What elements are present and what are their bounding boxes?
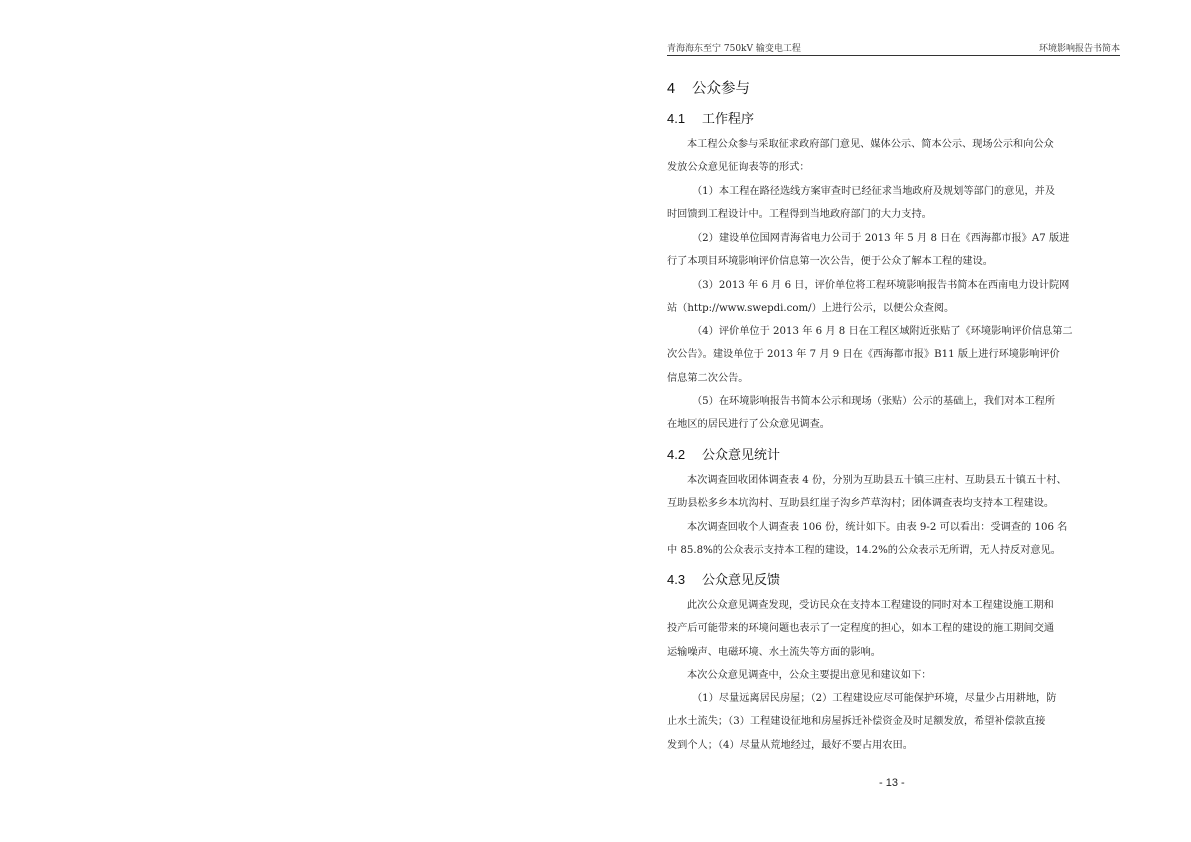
section-4-heading [667,77,750,98]
text-line: （4）评价单位于 2013 年 6 月 8 日在工程区域附近张贴了《环境影响评价信息第二 [692,326,1073,337]
text-line: 运输噪声、电磁环境、水土流失等方面的影响。 [667,646,881,658]
text-line: 本次调查回收个人调查表 106 份，统计如下。由表 9-2 可以看出：受调查的 106 名 [687,522,1068,533]
text-line: （3）2013 年 6 月 6 日，评价单位将工程环境影响报告书简本在西南电力设计院网 [692,280,1070,291]
section-4-2-heading [667,444,780,463]
section-4-1-heading [667,108,754,127]
section-title: 公众意见统计 [702,447,781,462]
text-line: 信息第二次公告。 [667,372,749,384]
text-line: 本工程公众参与采取征求政府部门意见、媒体公示、简本公示、现场公示和向公众 [687,139,1054,150]
header-project-title: 青海海东至宁 750kV 输变电工程 [667,44,801,54]
paragraph-item-2 [667,227,1120,274]
section-title: 工作程序 [702,111,755,126]
text-line: 中 85.8%的公众表示支持本工程的建设，14.2%的公众表示无所谓，无人持反对意见。 [667,545,1061,557]
paragraph-feedback-intro [667,664,1120,687]
header-document-title: 环境影响报告书简本 [1038,44,1120,54]
text-line: 发放公众意见征询表等的形式： [667,162,810,174]
paragraph-feedback-findings [667,594,1120,664]
paragraph-item-5 [667,390,1120,437]
text-line: 本次调查回收团体调查表 4 份，分别为互助县五十镇三庄村、互助县五十镇五十村、 [687,475,1067,486]
text-line: 行了本项目环境影响评价信息第一次公告，便于公众了解本工程的建设。 [667,256,993,268]
text-line: （2）建设单位国网青海省电力公司于 2013 年 5 月 8 日在《西海都市报》A7 版进 [692,233,1070,244]
paragraph-group-survey [667,469,1120,516]
text-line: 次公告》。建设单位于 2013 年 7 月 9 日在《西海都市报》B11 版上进行环境影响评价 [667,349,1060,361]
section-number: 4.1 [667,111,686,126]
section-number: 4.2 [667,447,686,462]
text-line: 止水土流失；（3）工程建设征地和房屋拆迁补偿资金及时足额发放，希望补偿款直接 [667,716,1046,728]
page-header [667,36,1120,56]
text-line: （5）在环境影响报告书简本公示和现场（张贴）公示的基础上，我们对本工程所 [692,396,1056,407]
paragraph-individual-survey [667,516,1120,563]
paragraph-item-4 [667,320,1120,390]
paragraph-intro [667,133,1120,180]
text-line: 站（http://www.swepdi.com/）上进行公示，以便公众查阅。 [667,303,955,315]
text-line: 本次公众意见调查中，公众主要提出意见和建议如下： [687,670,932,681]
paragraph-item-1 [667,180,1120,227]
text-line: 在地区的居民进行了公众意见调查。 [667,419,830,431]
section-title: 公众参与 [692,81,750,97]
section-number: 4 [667,81,676,97]
text-line: （1）尽量远离居民房屋；（2）工程建设应尽可能保护环境，尽量少占用耕地，防 [692,693,1057,704]
section-4-3-heading [667,569,780,588]
section-number: 4.3 [667,572,686,587]
text-line: 互助县松多乡本坑沟村、互助县红崖子沟乡芦草沟村；团体调查表均支持本工程建设。 [667,498,1055,510]
page-number: - 13 - [879,777,905,789]
paragraph-feedback-items [667,687,1120,757]
text-line: 时回馈到工程设计中。工程得到当地政府部门的大力支持。 [667,209,932,221]
text-line: 发到个人；（4）尽量从荒地经过，最好不要占用农田。 [667,739,913,751]
text-line: 投产后可能带来的环境问题也表示了一定程度的担心，如本工程的建设的施工期间交通 [667,623,1055,635]
text-line: （1）本工程在路径选线方案审查时已经征求当地政府及规划等部门的意见，并及 [692,186,1056,197]
paragraph-item-3 [667,274,1120,321]
section-title: 公众意见反馈 [702,572,781,587]
text-line: 此次公众意见调查发现，受访民众在支持本工程建设的同时对本工程建设施工期和 [687,600,1054,611]
